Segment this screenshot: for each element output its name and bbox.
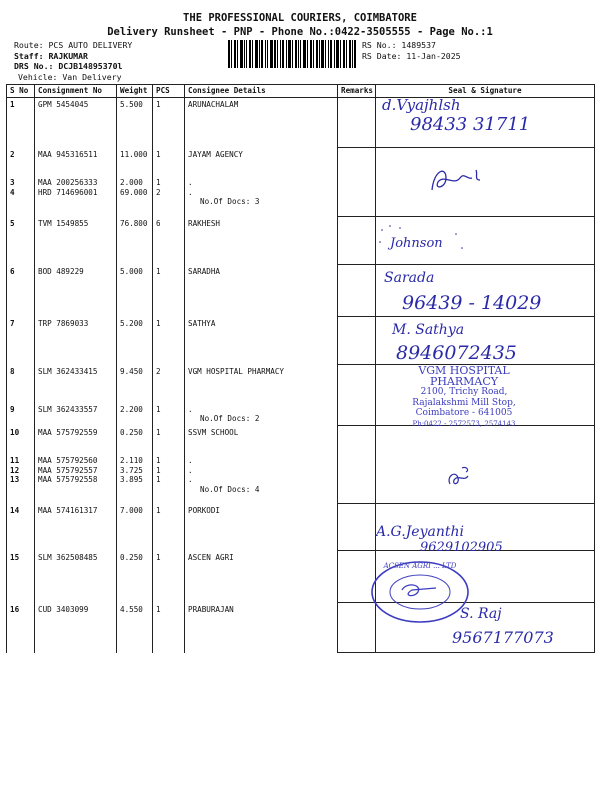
row-pieces	[153, 217, 185, 265]
pieces-value	[156, 386, 181, 396]
route: Route: PCS AUTO DELIVERY	[14, 40, 133, 50]
row-consignments	[35, 98, 117, 148]
table-header-row	[7, 85, 595, 98]
phone-14: 9629102905	[420, 540, 503, 555]
row-weights	[117, 217, 153, 265]
consignee-dot: .	[188, 465, 193, 475]
row-sno	[7, 603, 35, 653]
consignment-number: MAA 945316511	[38, 149, 98, 159]
sno-line: 5	[10, 218, 15, 228]
sno-line	[10, 169, 31, 179]
docs-count: No.Of Docs: 3	[200, 197, 260, 206]
row-pieces	[153, 265, 185, 317]
consignment-number: MAA 575792558	[38, 475, 98, 484]
row-weights	[117, 426, 153, 504]
sno-line: 8	[10, 366, 15, 376]
row-remarks	[338, 426, 376, 504]
pieces-value: 1	[156, 456, 161, 465]
weight-value: 5.200	[120, 318, 143, 328]
consignee-name: JAYAM AGENCY	[188, 149, 243, 159]
row-weights	[117, 317, 153, 365]
consignee-name: ASCEN AGRI	[188, 552, 234, 562]
sno-line: 9	[10, 404, 15, 414]
row-consignments	[35, 265, 117, 317]
weight-value: 9.450	[120, 366, 143, 376]
signature-16: S. Raj	[460, 606, 502, 622]
row-consignee	[185, 317, 338, 365]
consignee-dot: .	[188, 187, 193, 197]
meta-left	[14, 40, 132, 82]
row-sno	[7, 504, 35, 551]
rs-date: RS Date: 11-Jan-2025	[362, 50, 461, 61]
row-consignee	[185, 148, 338, 217]
sno-line	[10, 159, 31, 169]
weight-value: 2.110	[120, 456, 143, 465]
round-stamp-text: ACSEN AGRI ... LTD	[383, 562, 457, 570]
consignment-number	[38, 395, 113, 405]
consignee-name: PORKODI	[188, 505, 221, 515]
consignee-dot: .	[188, 475, 193, 484]
rs-number: RS No.: 1489537	[362, 40, 436, 50]
consignment-number	[38, 376, 113, 386]
consignment-number: GPM 5454045	[38, 100, 89, 109]
row-consignments	[35, 504, 117, 551]
sno-line	[10, 437, 31, 447]
pieces-value: 1	[156, 178, 161, 187]
row-pieces	[153, 98, 185, 148]
row-weights	[117, 98, 153, 148]
row-remarks	[338, 317, 376, 365]
pieces-value: 1	[156, 552, 161, 562]
row-sno	[7, 148, 35, 217]
stamp-line-4: Rajalakshmi Mill Stop,	[412, 397, 516, 408]
drs-number: DRS No.: DCJB14895370l	[14, 61, 123, 71]
weight-value: 0.250	[120, 552, 143, 562]
weight-value	[120, 395, 149, 405]
consignment-number: SLM 362433415	[38, 366, 98, 376]
signature-2	[424, 160, 494, 200]
row-consignments	[35, 217, 117, 265]
row-signature	[376, 426, 595, 504]
consignment-number	[38, 386, 113, 396]
consignee-dot: .	[188, 178, 193, 187]
sno-line: 14	[10, 505, 20, 515]
signature-6: Sarada	[384, 270, 435, 286]
document-subtitle: Delivery Runsheet - PNP - Phone No.:0422-3505555 - Page No.:1	[107, 26, 493, 38]
sno-line: 2	[10, 149, 15, 159]
weight-value: 4.550	[120, 604, 143, 614]
row-sno	[7, 365, 35, 426]
col-sno: S No	[7, 85, 35, 98]
weight-value: 76.800	[120, 218, 148, 228]
row-consignments	[35, 603, 117, 653]
signature-10	[440, 462, 480, 492]
row-pieces	[153, 426, 185, 504]
pieces-value	[156, 395, 181, 405]
sno-line	[10, 376, 31, 386]
signature-7: M. Sathya	[392, 322, 465, 338]
row-consignee	[185, 217, 338, 265]
row-pieces	[153, 504, 185, 551]
stamp-line-3: 2100, Trichy Road,	[420, 387, 508, 397]
sno-line	[10, 395, 31, 405]
sno-line: 12	[10, 465, 20, 475]
signature-5-dots	[370, 220, 470, 260]
col-consignment: Consignment No	[35, 85, 117, 98]
weight-value: 2.000	[120, 178, 143, 187]
row-remarks	[338, 98, 376, 148]
weight-value	[120, 447, 149, 457]
pieces-value: 1	[156, 266, 161, 276]
consignee-name: ARUNACHALAM	[188, 100, 239, 109]
row-weights	[117, 551, 153, 603]
staff: Staff: RAJKUMAR	[14, 50, 88, 61]
table-row	[7, 148, 595, 217]
weight-value	[120, 159, 149, 169]
row-consignee	[185, 98, 338, 148]
col-signature: Seal & Signature	[376, 85, 595, 98]
meta-right	[362, 40, 461, 61]
stamp-line-5: Coimbatore - 641005	[415, 408, 513, 418]
consignment-number: HRD 714696001	[38, 187, 98, 197]
stamp-line-2: PHARMACY	[429, 374, 499, 388]
weight-value: 5.500	[120, 100, 143, 109]
weight-value: 0.250	[120, 427, 143, 437]
pieces-value: 2	[156, 187, 161, 197]
docs-count: No.Of Docs: 2	[200, 414, 260, 423]
consignment-number	[38, 447, 113, 457]
row-remarks	[338, 265, 376, 317]
pieces-value: 1	[156, 427, 161, 437]
consignment-number: BOD 489229	[38, 266, 84, 276]
sno-line: 10	[10, 427, 20, 437]
weight-value: 5.000	[120, 266, 143, 276]
phone-6: 96439 - 14029	[402, 292, 542, 314]
row-consignee	[185, 504, 338, 551]
row-consignee	[185, 265, 338, 317]
consignment-number: TRP 7869033	[38, 318, 89, 328]
row-remarks	[338, 365, 376, 426]
table-row	[7, 426, 595, 504]
row-consignments	[35, 426, 117, 504]
row-sno	[7, 317, 35, 365]
consignee-name: PRABURAJAN	[188, 604, 234, 614]
col-weight: Weight	[117, 85, 153, 98]
sno-line: 4	[10, 187, 15, 197]
row-weights	[117, 148, 153, 217]
weight-value: 11.000	[120, 149, 148, 159]
sno-line: 7	[10, 318, 15, 328]
pieces-value: 1	[156, 604, 161, 614]
row-pieces	[153, 551, 185, 603]
consignee-name: RAKHESH	[188, 218, 221, 228]
pharmacy-stamp	[394, 366, 534, 429]
phone-7: 8946072435	[396, 342, 517, 364]
phone-16: 9567177073	[452, 628, 554, 647]
weight-value	[120, 437, 149, 447]
row-consignee	[185, 603, 338, 653]
weight-value: 69.000	[120, 187, 148, 197]
stamp-line-6: Ph:0422 - 2572573, 2574143	[412, 419, 516, 428]
pieces-value: 1	[156, 465, 161, 475]
pieces-value: 6	[156, 218, 161, 228]
sno-line: 1	[10, 100, 15, 109]
row-consignments	[35, 148, 117, 217]
consignment-number: SLM 362433557	[38, 404, 98, 414]
stamp-line-1: VGM HOSPITAL	[418, 364, 510, 377]
pieces-value: 2	[156, 366, 161, 376]
col-remarks: Remarks	[338, 85, 376, 98]
barcode	[228, 40, 356, 68]
consignment-number: CUD 3403099	[38, 604, 89, 614]
consignment-number: MAA 575792559	[38, 427, 98, 437]
consignee-name: SARADHA	[188, 266, 221, 276]
consignment-number: TVM 1549855	[38, 218, 89, 228]
pieces-value	[156, 376, 181, 386]
row-pieces	[153, 148, 185, 217]
weight-value	[120, 376, 149, 386]
weight-value: 7.000	[120, 505, 143, 515]
row-consignments	[35, 317, 117, 365]
consignment-number	[38, 159, 113, 169]
table-row	[7, 217, 595, 265]
row-sno	[7, 551, 35, 603]
row-consignee	[185, 426, 338, 504]
signature-1: d.Vyajhlsh	[382, 96, 461, 114]
pieces-value	[156, 159, 181, 169]
weight-value: 3.895	[120, 475, 143, 484]
weight-value	[120, 386, 149, 396]
row-remarks	[338, 504, 376, 551]
col-consignee: Consignee Details	[185, 85, 338, 98]
row-consignee	[185, 551, 338, 603]
row-sno	[7, 98, 35, 148]
consignment-number: MAA 200256333	[38, 178, 98, 187]
row-pieces	[153, 317, 185, 365]
pieces-value	[156, 169, 181, 179]
col-pcs: PCS	[153, 85, 185, 98]
consignee-name: SSVM SCHOOL	[188, 427, 239, 437]
pieces-value: 1	[156, 149, 161, 159]
sno-line: 3	[10, 178, 15, 187]
row-weights	[117, 603, 153, 653]
sno-line: 15	[10, 552, 20, 562]
pieces-value: 1	[156, 505, 161, 515]
pieces-value	[156, 447, 181, 457]
pieces-value: 1	[156, 475, 161, 484]
pieces-value: 1	[156, 100, 161, 109]
row-consignee	[185, 365, 338, 426]
sno-line: 13	[10, 475, 20, 484]
weight-value	[120, 169, 149, 179]
row-remarks	[338, 148, 376, 217]
row-weights	[117, 265, 153, 317]
consignee-dot: .	[188, 404, 193, 414]
document-title: THE PROFESSIONAL COURIERS, COIMBATORE	[183, 12, 417, 24]
row-sno	[7, 217, 35, 265]
weight-value: 2.200	[120, 404, 143, 414]
signature-14: A.G.Jeyanthi	[376, 524, 464, 540]
sno-line: 16	[10, 604, 20, 614]
consignment-number	[38, 437, 113, 447]
table-row	[7, 551, 595, 603]
consignment-number: SLM 362508485	[38, 552, 98, 562]
consignee-name: SATHYA	[188, 318, 216, 328]
row-sno	[7, 426, 35, 504]
sno-line: 11	[10, 456, 20, 465]
sno-line	[10, 447, 31, 457]
consignment-number: MAA 574161317	[38, 505, 98, 515]
row-weights	[117, 365, 153, 426]
sno-line: 6	[10, 266, 15, 276]
row-pieces	[153, 603, 185, 653]
consignment-number	[38, 169, 113, 179]
consignee-name: VGM HOSPITAL PHARMACY	[188, 366, 285, 376]
vehicle: Vehicle: Van Delivery	[18, 71, 122, 82]
sno-line	[10, 386, 31, 396]
weight-value: 3.725	[120, 465, 143, 475]
row-consignments	[35, 365, 117, 426]
signature-5: Johnson	[390, 236, 443, 251]
row-consignments	[35, 551, 117, 603]
row-weights	[117, 504, 153, 551]
consignment-number: MAA 575792560	[38, 456, 98, 465]
consignment-number: MAA 575792557	[38, 465, 98, 475]
table-row	[7, 504, 595, 551]
row-sno	[7, 265, 35, 317]
consignee-dot: .	[188, 456, 193, 465]
pieces-value: 1	[156, 404, 161, 414]
phone-1: 98433 31711	[410, 114, 531, 135]
row-pieces	[153, 365, 185, 426]
pieces-value: 1	[156, 318, 161, 328]
docs-count: No.Of Docs: 4	[200, 484, 260, 494]
pieces-value	[156, 437, 181, 447]
